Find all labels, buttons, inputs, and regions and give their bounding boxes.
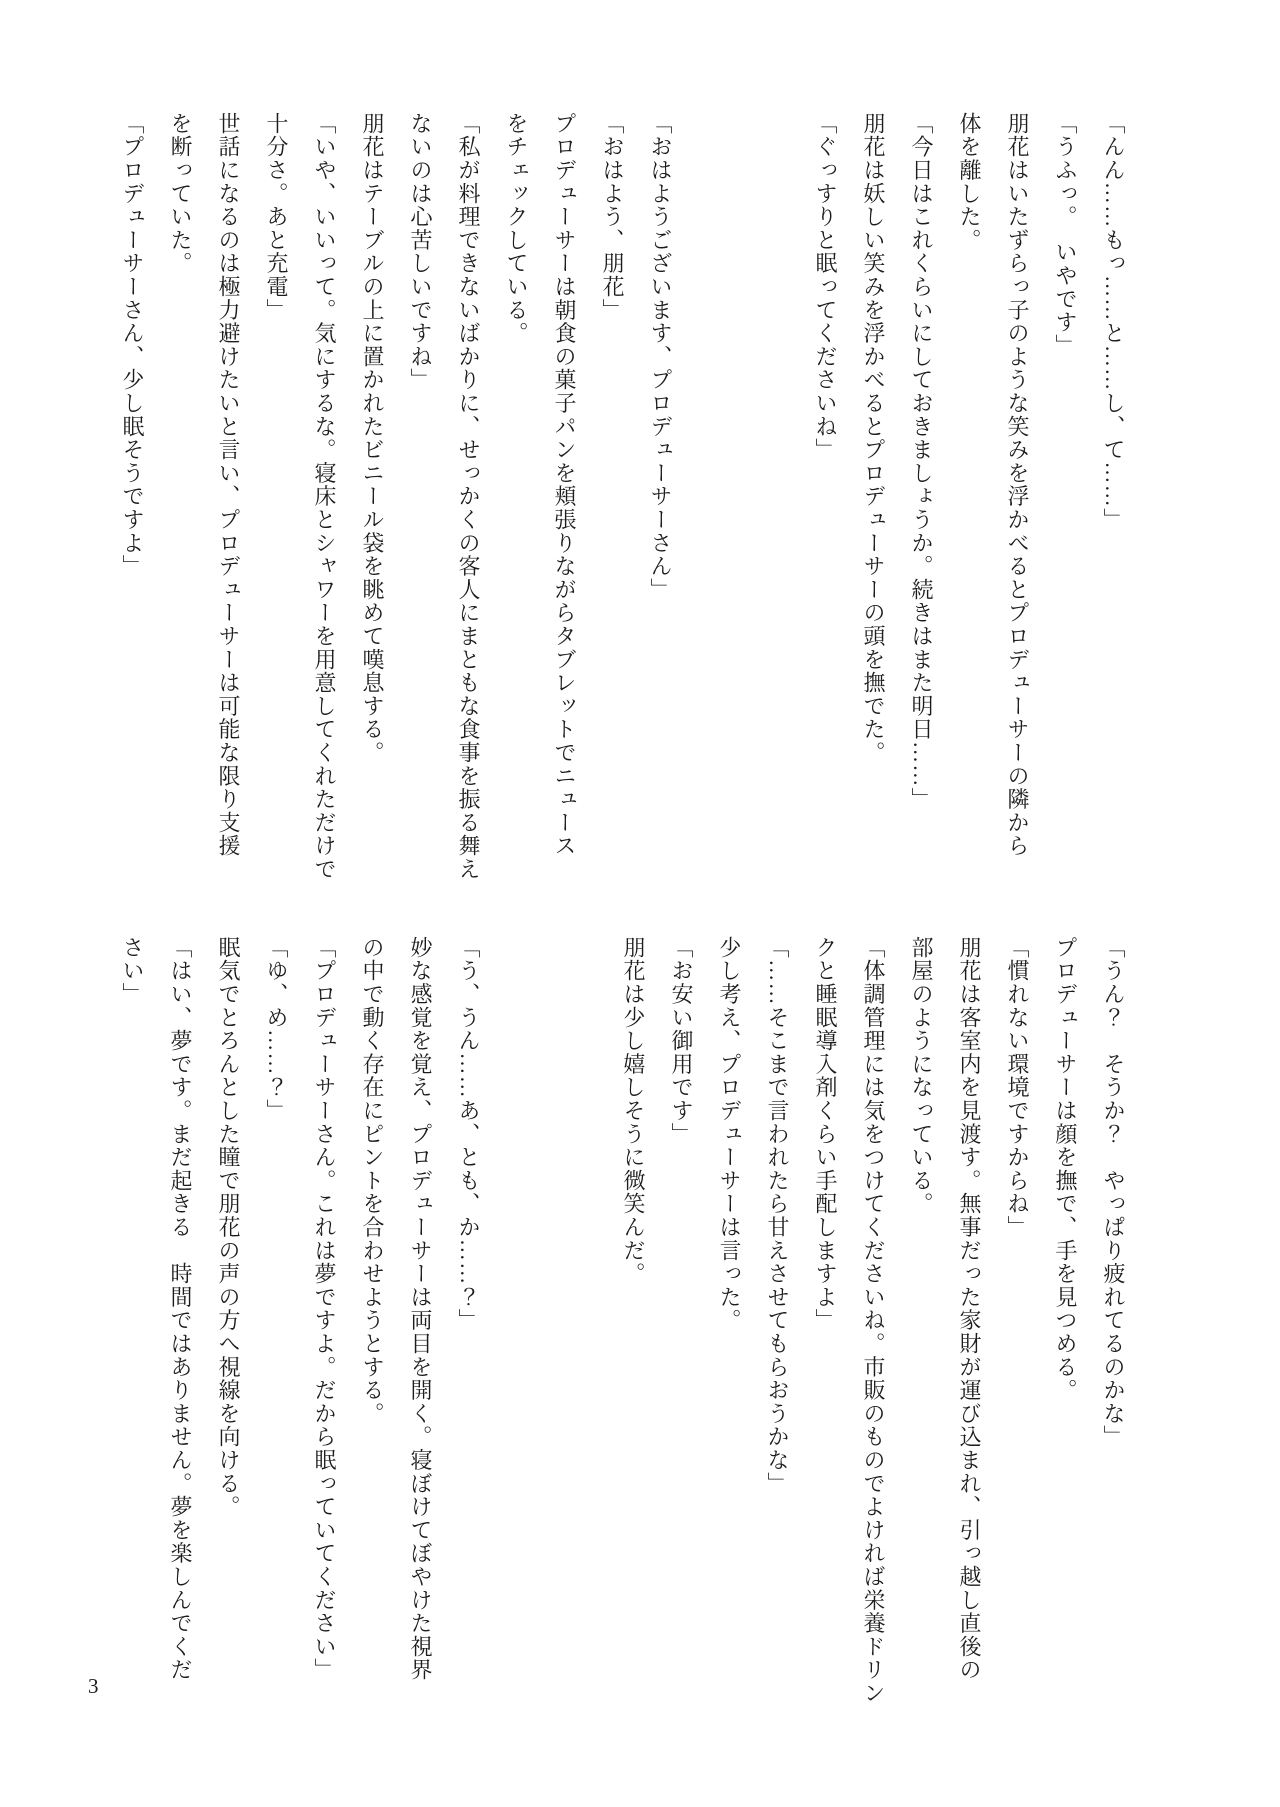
- text-column: 「プロデューサーさん、少し眠そうですよ」: [120, 112, 145, 578]
- text-column: 眠気でとろんとした瞳で朋花の声の方へ視線を向ける。: [216, 936, 241, 1519]
- text-column: 「今日はこれくらいにしておきましょうか。続きはまた明日……」: [909, 112, 934, 811]
- text-column: 「うん？ そうか？ やっぱり疲れてるのかな」: [1101, 936, 1126, 1449]
- text-column: をチェックしている。: [504, 112, 529, 345]
- text-column: 「うふっ。 いやです」: [1053, 112, 1078, 358]
- text-column: 「おはようございます、プロデューサーさん」: [648, 112, 673, 602]
- text-column: の中で動く存在にピントを合わせようとする。: [360, 936, 385, 1426]
- text-column: 「ぐっすりと眠ってくださいね」: [813, 112, 838, 462]
- text-column: 「プロデューサーさん。これは夢ですよ。だから眠っていてください」: [312, 936, 337, 1682]
- text-column: 「う、うん……あ、とも、か……？」: [456, 936, 481, 1333]
- upper-text-block: [108, 112, 1137, 884]
- text-column: 「いや、いいって。気にするな。寝床とシャワーを用意してくれただけで: [312, 112, 337, 881]
- text-column: 「慣れない環境ですからね」: [1005, 936, 1030, 1239]
- lower-text-block: [108, 936, 1137, 1708]
- text-column: プロデューサーは朝食の菓子パンを頬張りながらタブレットでニュース: [552, 112, 577, 858]
- text-column: 「おはよう、朋花」: [600, 112, 625, 322]
- text-column: 朋花は妖しい笑みを浮かべるとプロデューサーの頭を撫でた。: [861, 112, 886, 765]
- text-column: 「ゆ、め……？」: [264, 936, 289, 1123]
- text-column: 少し考え、プロデューサーは言った。: [717, 936, 742, 1333]
- page-number: 3: [88, 1674, 99, 1698]
- text-column: ないのは心苦しいですね」: [408, 112, 433, 392]
- text-column: 朋花は少し嬉しそうに微笑んだ。: [621, 936, 646, 1286]
- text-column: 世話になるのは極力避けたいと言い、プロデューサーは可能な限り支援: [216, 112, 241, 858]
- text-column: 朋花は客室内を見渡す。無事だった家財が運び込まれ、引っ越し直後の: [957, 936, 982, 1682]
- text-column: プロデューサーは顔を撫で、手を見つめる。: [1053, 936, 1078, 1402]
- text-column: 「私が料理できないばかりに、せっかくの客人にまともな食事を振る舞え: [456, 112, 481, 881]
- text-column: 体を離した。: [957, 112, 982, 252]
- text-column: 十分さ。あと充電」: [264, 112, 289, 322]
- text-column: を断っていた。: [168, 112, 193, 276]
- text-column: 朋花はいたずらっ子のような笑みを浮かべるとプロデューサーの隣から: [1005, 112, 1030, 858]
- text-column: さい」: [120, 936, 145, 1006]
- text-column: 「体調管理には気をつけてくださいね。市販のものでよければ栄養ドリン: [861, 936, 886, 1705]
- text-column: 部屋のようになっている。: [909, 936, 934, 1216]
- text-column: 「はい、夢です。まだ起きる 時間ではありません。夢を楽しんでくだ: [168, 936, 193, 1682]
- text-column: 「……そこまで言われたら甘えさせてもらおうかな」: [765, 936, 790, 1496]
- text-column: 朋花はテーブルの上に置かれたビニール袋を眺めて嘆息する。: [360, 112, 385, 765]
- text-column: 「お安い御用です」: [669, 936, 694, 1146]
- text-column: 「んん……もっ……と……し、て……」: [1101, 112, 1126, 532]
- text-column: クと睡眠導入剤くらい手配しますよ」: [813, 936, 838, 1333]
- text-column: 妙な感覚を覚え、プロデューサーは両目を開く。寝ぼけてぼやけた視界: [408, 936, 433, 1682]
